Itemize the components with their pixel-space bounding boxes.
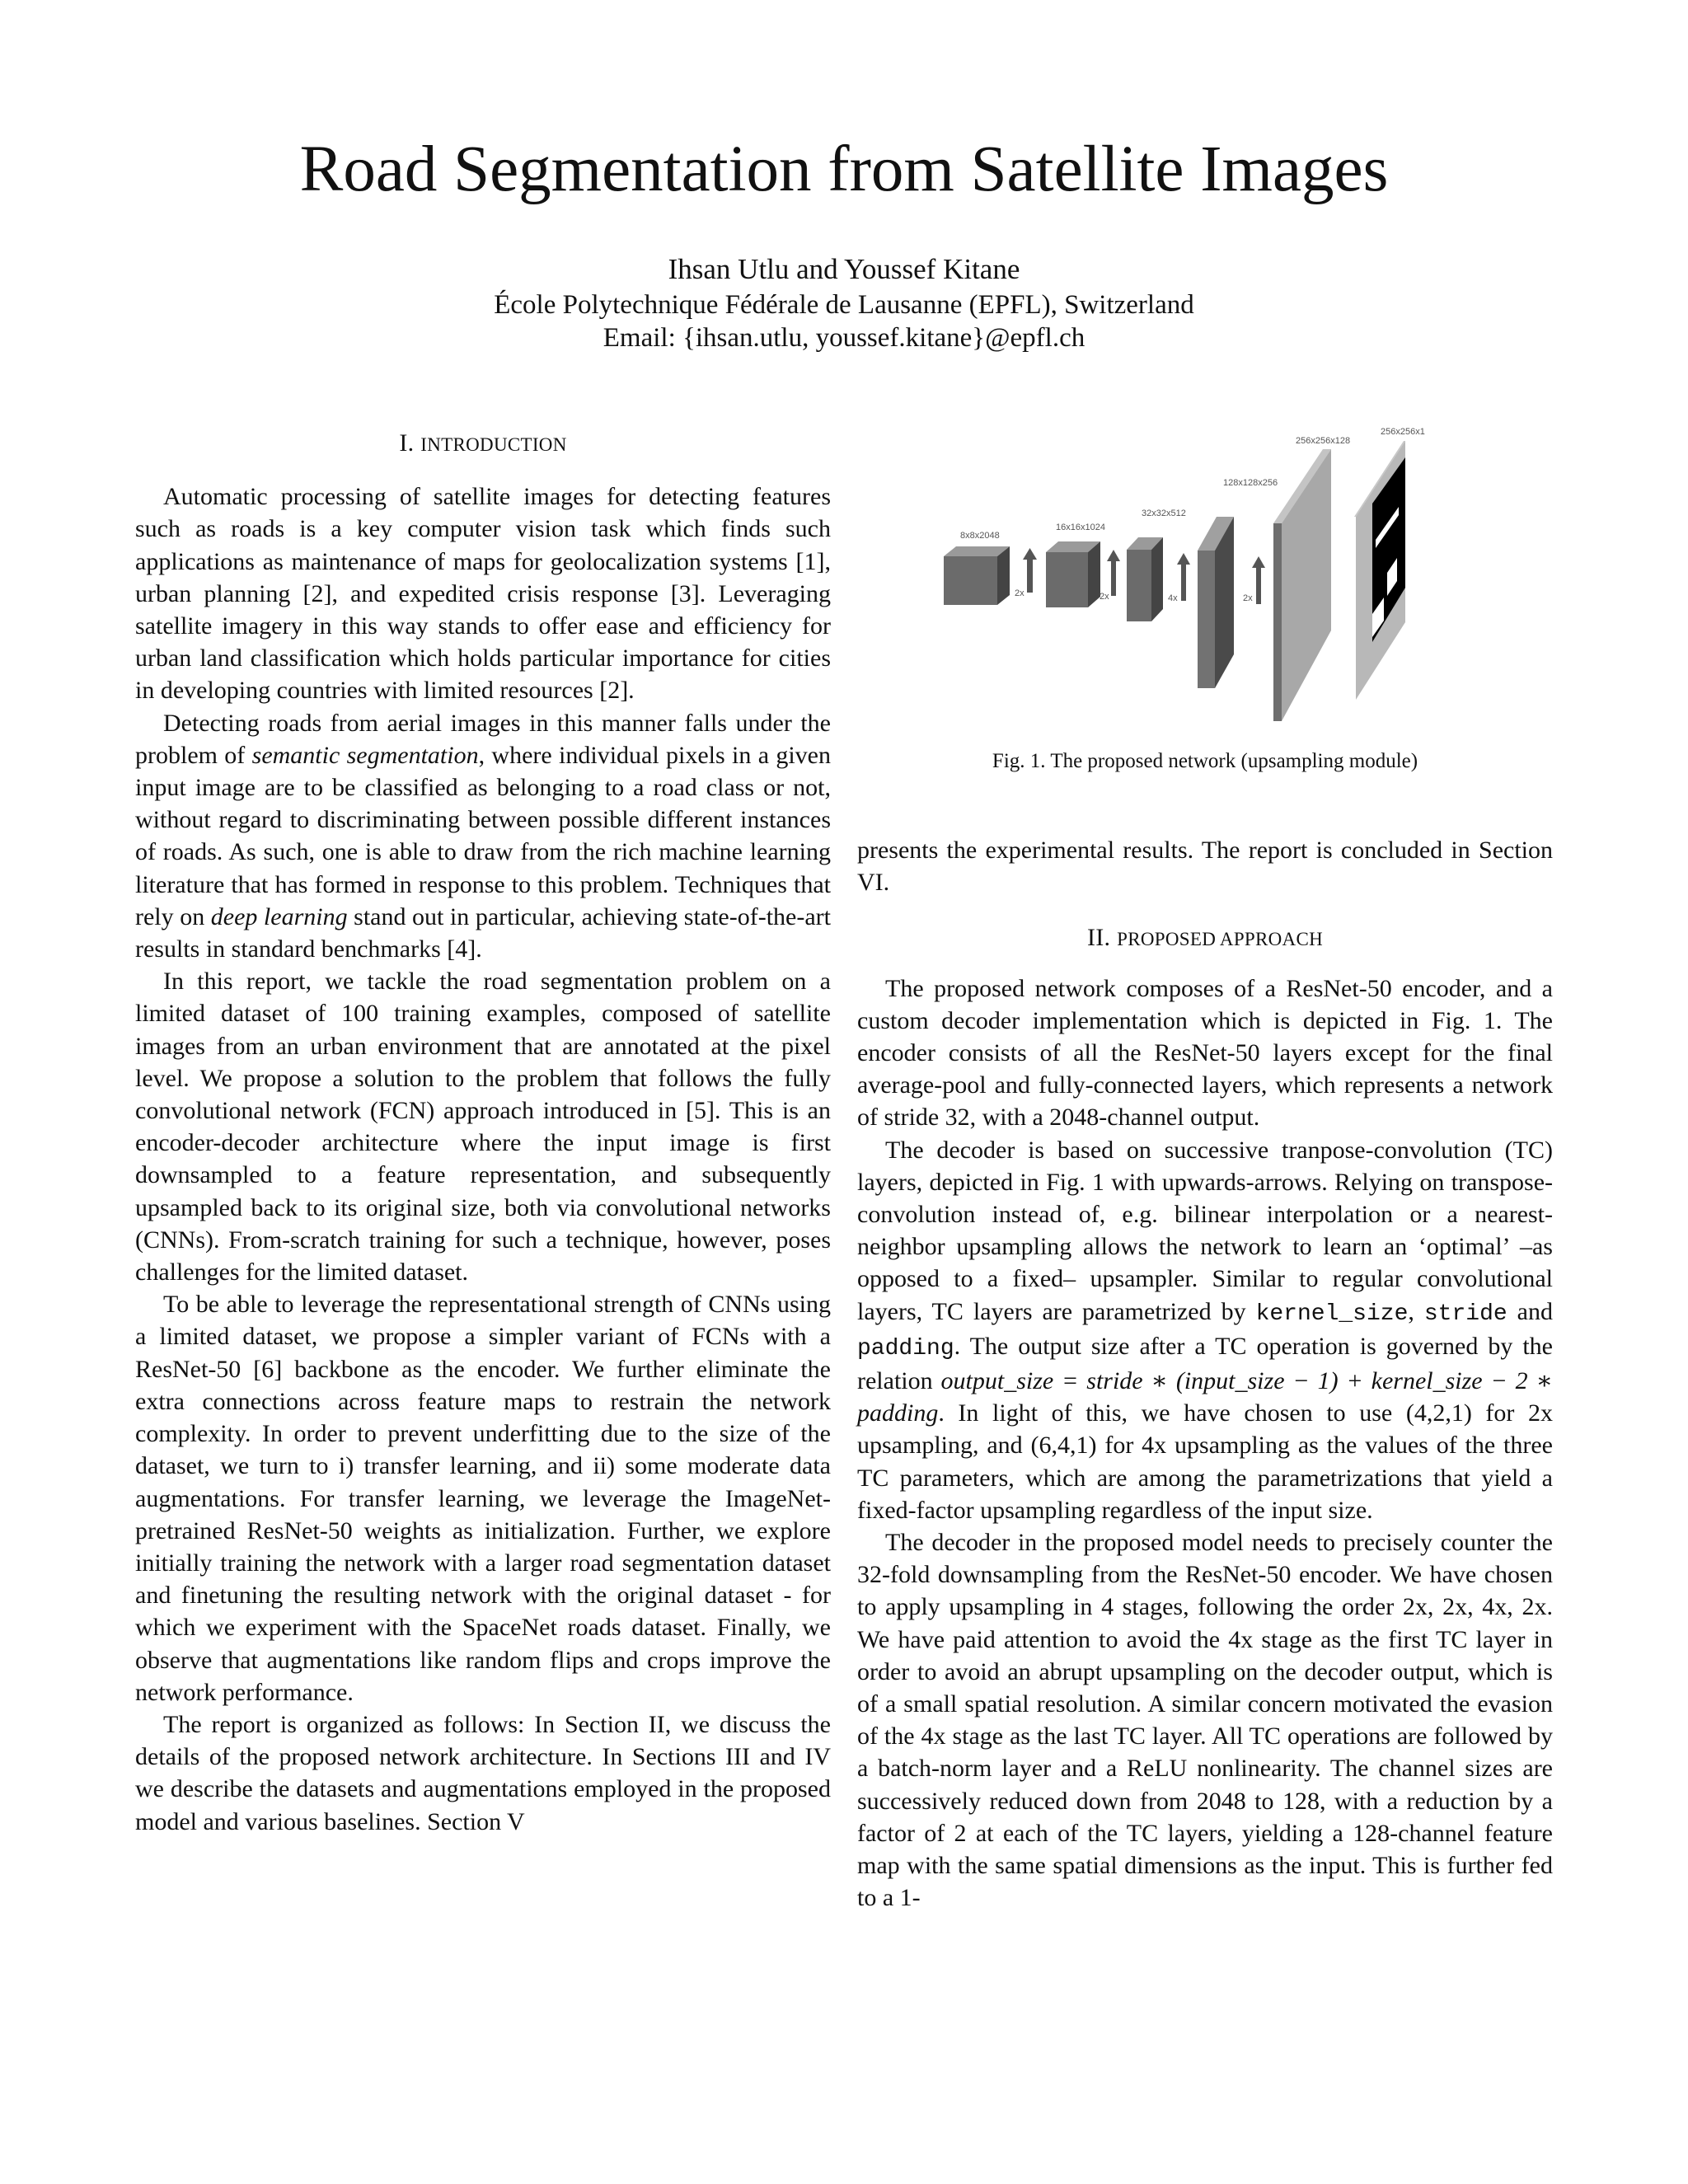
block-label: 32x32x512 xyxy=(1142,509,1186,518)
section-heading-proposed-approach xyxy=(857,921,1553,955)
code-padding: padding xyxy=(857,1335,954,1361)
block-label: 16x16x1024 xyxy=(1056,523,1105,532)
text-run: , where individual pixels in a given input image are to be classified as belonging to a road class or not, without regard to discriminating between possible different instances of roads. As such, one is able to draw from the rich machine learning literature that has formed in response to this problem. Techniques that rely on xyxy=(135,741,831,930)
left-column xyxy=(135,427,831,1838)
block-256x256x1 xyxy=(1354,427,1425,700)
right-column xyxy=(857,834,1553,1915)
section-number: II. xyxy=(1086,924,1118,952)
text-run: and xyxy=(1507,1297,1553,1325)
text-run: Detecting roads from aerial images in this manner falls under the problem of xyxy=(135,709,831,769)
equation: output_size = stride ∗ (input_size − 1) + kernel_size − 2 ∗ padding xyxy=(857,1367,1553,1427)
network-figure xyxy=(935,416,1479,729)
paragraph: Automatic processing of satellite images for detecting features such as roads is a key computer vision task which finds such applications as maintenance of maps for geolocalization systems [1], urban planning [2], and expedited crisis response [3]. Leveraging satellite imagery in this way stands to offer ease and efficiency for urban land classification which holds particular importance for cities in developing countries with limited resources [2]. xyxy=(135,483,831,705)
section-title: INTRODUCTION xyxy=(420,434,567,455)
section-title: PROPOSED APPROACH xyxy=(1117,929,1324,950)
paragraph: presents the experimental results. The report is concluded in Section VI. xyxy=(857,837,1553,897)
paper-title: Road Segmentation from Satellite Images xyxy=(299,134,1389,205)
block-8x8x2048 xyxy=(944,531,1010,605)
block-label: 256x256x1 xyxy=(1381,427,1425,437)
email: Email: {ihsan.utlu, youssef.kitane}@epfl.ch xyxy=(603,323,1085,353)
upsample-arrow-icon xyxy=(1015,548,1037,598)
section-number: I. xyxy=(399,429,421,457)
paragraph xyxy=(857,1134,1553,1526)
paragraph: In this report, we tackle the road segmentation problem on a limited dataset of 100 training examples, composed of satellite images from an urban environment that are annotated at the pixel level. We propose a solution to the problem that follows the fully convolutional network (FCN) approach introduced in [5]. This is an encoder-decoder architecture where the input image is first downsampled to a feature representation, and subsequently upsampled back to its original size, both via convolutional networks (CNNs). From-scratch training for such a technique, however, poses challenges for the limited dataset. xyxy=(135,968,831,1286)
block-label: 128x128x256 xyxy=(1223,478,1278,488)
code-kernel-size: kernel_size xyxy=(1255,1301,1409,1327)
block-label: 8x8x2048 xyxy=(960,531,1000,541)
upsample-factor: 4x xyxy=(1168,593,1178,603)
emphasis: deep learning xyxy=(210,902,348,930)
block-16x16x1024 xyxy=(1046,523,1105,607)
upsample-factor: 2x xyxy=(1243,593,1253,603)
upsample-factor: 2x xyxy=(1100,592,1109,602)
paragraph: To be able to leverage the representational strength of CNNs using a limited dataset, we propose a simpler variant of FCNs with a ResNet-50 [6] backbone as the encoder. We further eliminate the extra connections across feature maps to restrain the network complexity. In order to prevent underfitting due to the size of the dataset, we turn to i) transfer learning, and ii) some moderate data augmentations. For transfer learning, we leverage the ImageNet-pretrained ResNet-50 weights as initialization. Further, we explore initially training the network with a larger road segmentation dataset and finetuning the resulting network with the original dataset - for which we experiment with the SpaceNet roads dataset. Finally, we observe that augmentations like random flips and crops improve the network performance. xyxy=(135,1291,831,1706)
block-32x32x512 xyxy=(1127,509,1186,621)
authors: Ihsan Utlu and Youssef Kitane xyxy=(668,253,1020,285)
text-run: , xyxy=(1408,1297,1424,1325)
text-run: stand out in particular, achieving state-of-the-art results in standard benchmarks [4]. xyxy=(135,902,832,963)
block-128x128x256 xyxy=(1198,478,1278,688)
section-heading-introduction xyxy=(135,427,831,461)
code-stride: stride xyxy=(1423,1301,1507,1327)
paragraph xyxy=(135,707,831,966)
block-label: 256x256x128 xyxy=(1296,436,1351,446)
paragraph: The report is organized as follows: In Section II, we discuss the details of the proposed network architecture. In Sections III and IV we describe the datasets and augmentations employed in the proposed model and various baselines. Section V xyxy=(135,1710,831,1835)
text-run: The decoder is based on successive tranpose-convolution (TC) layers, depicted in Fig. 1 with upwards-arrows. Relying on transpose-convolution instead of, e.g. bilinear interpolation or a nearest-neighbor upsampling allows the network to learn an ‘optimal’ –as opposed to a fixed– upsampler. Similar to regular convolutional layers, TC layers are parametrized by xyxy=(857,1136,1553,1325)
block-256x256x128 xyxy=(1273,436,1350,721)
paragraph: The decoder in the proposed model needs to precisely counter the 32-fold downsampling from the ResNet-50 encoder. We have chosen to apply upsampling in 4 stages, following the order 2x, 2x, 4x, 2x. We have paid attention to avoid the 4x stage as the first TC layer in order to avoid an abrupt upsampling on the decoder output, which is of a small spatial resolution. A similar concern motivated the evasion of the 4x stage as the last TC layer. All TC operations are followed by a batch-norm layer and a ReLU nonlinearity. The channel sizes are successively reduced down from 2048 to 128, with a reduction by a factor of 2 at each of the TC layers, yielding a 128-channel feature map with the same spatial dimensions as the input. This is further fed to a 1- xyxy=(857,1529,1553,1912)
upsample-arrow-icon xyxy=(1100,550,1120,602)
affiliation: École Polytechnique Fédérale de Lausanne (EPFL), Switzerland xyxy=(494,290,1194,320)
figure-caption: Fig. 1. The proposed network (upsampling module) xyxy=(992,750,1418,772)
upsample-arrow-icon xyxy=(1243,556,1265,604)
paragraph: The proposed network composes of a ResNet-50 encoder, and a custom decoder implementation which is depicted in Fig. 1. The encoder consists of all the ResNet-50 layers except for the final average-pool and fully-connected layers, which represents a network of stride 32, with a 2048-channel output. xyxy=(857,974,1553,1132)
text-run: . The output size after a TC operation is governed by the relation xyxy=(857,1332,1553,1395)
upsample-arrow-icon xyxy=(1168,553,1190,603)
upsample-factor: 2x xyxy=(1015,588,1025,598)
emphasis: semantic segmentation xyxy=(251,741,479,769)
text-run: . In light of this, we have chosen to use (4,2,1) for 2x upsampling, and (6,4,1) for 4x upsampling as the values of the three TC parameters, which are among the parametrizations that yield a fixed-factor upsampling regardless of the input size. xyxy=(857,1399,1553,1524)
